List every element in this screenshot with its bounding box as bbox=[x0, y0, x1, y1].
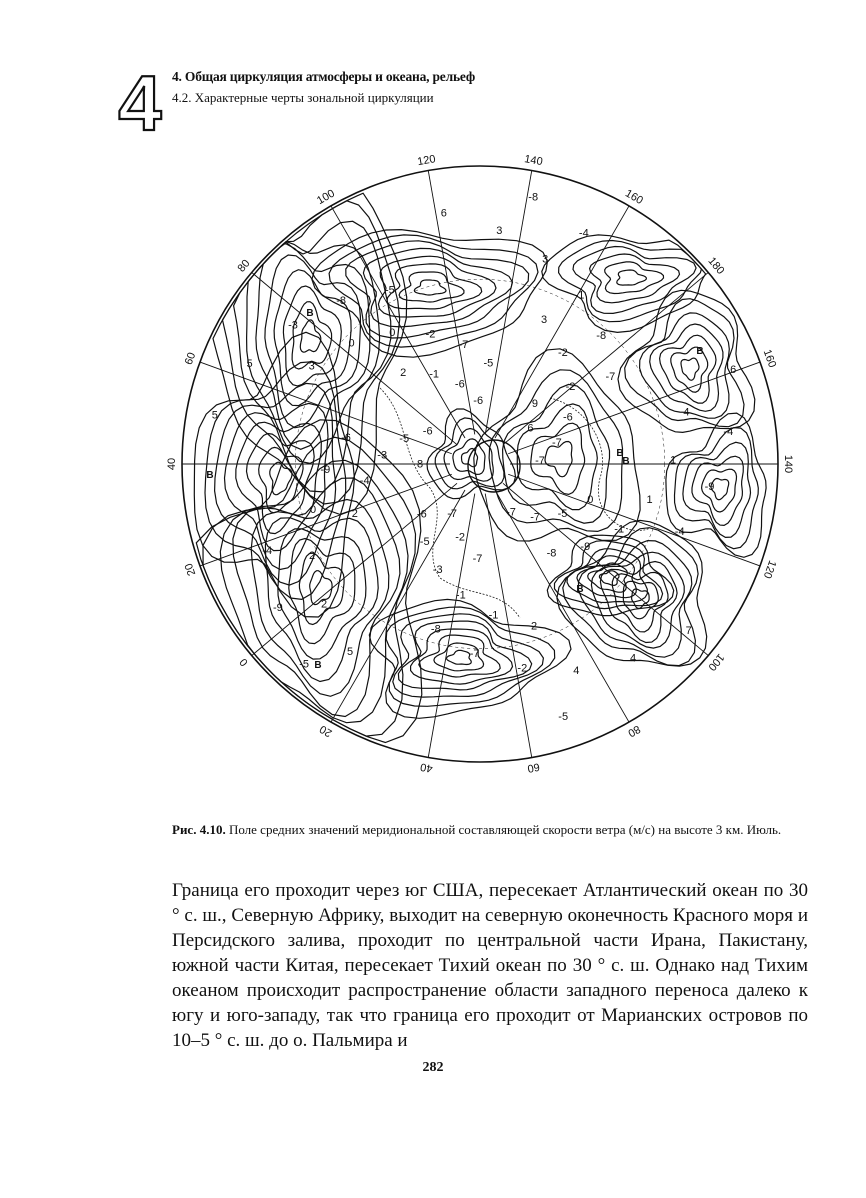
meridian-label: 60 bbox=[182, 350, 199, 367]
isoline-value-label: -7 bbox=[469, 647, 480, 660]
isoline-value-label: 1 bbox=[669, 454, 677, 467]
isoline-value-label: -7 bbox=[447, 508, 457, 521]
isoline bbox=[278, 529, 366, 659]
isoline-value-label: -2 bbox=[517, 662, 528, 675]
meridian-label: 160 bbox=[760, 347, 779, 370]
isoline-value-label: -7 bbox=[472, 553, 483, 565]
isoline-value-label: -3 bbox=[377, 449, 388, 462]
extreme-label: В bbox=[622, 456, 630, 467]
isoline-value-label: 2 bbox=[531, 620, 538, 633]
isoline-value-label: -5 bbox=[299, 658, 309, 671]
isoline-value-label: 5 bbox=[211, 409, 218, 422]
isoline-value-label: -4 bbox=[578, 227, 589, 240]
meridian-label: 40 bbox=[419, 760, 434, 775]
isoline-value-label: 3 bbox=[542, 253, 549, 266]
isoline-value-label: 2 bbox=[309, 550, 316, 563]
isoline-value-label: 6 bbox=[527, 422, 534, 435]
isoline-value-label: 2 bbox=[351, 508, 358, 521]
extreme-label: В bbox=[206, 470, 214, 481]
isoline-value-label: 1 bbox=[646, 494, 653, 507]
extreme-label: В bbox=[306, 308, 314, 319]
isoline-value-label: 6 bbox=[440, 207, 447, 220]
meridian-label: 180 bbox=[705, 255, 727, 277]
isoline-value-label: -8 bbox=[528, 191, 539, 204]
meridian-label: 160 bbox=[623, 187, 645, 208]
isoline bbox=[681, 358, 699, 380]
isoline bbox=[605, 262, 664, 294]
isoline-value-label: -2 bbox=[425, 328, 436, 341]
isoline-value-label: 0 bbox=[310, 504, 317, 517]
meridian-label: 40 bbox=[166, 457, 178, 471]
isoline bbox=[577, 556, 637, 598]
isoline bbox=[414, 280, 446, 295]
coastline bbox=[380, 388, 520, 618]
meridian-label: 100 bbox=[705, 651, 727, 673]
extreme-label: В bbox=[576, 584, 584, 595]
isoline-value-label: -5 bbox=[419, 535, 430, 548]
isoline bbox=[196, 420, 424, 743]
isoline bbox=[675, 428, 759, 549]
isoline bbox=[660, 335, 716, 403]
isoline-value-label: 0 bbox=[587, 494, 594, 507]
meridian-label: 120 bbox=[760, 558, 779, 581]
isoline-value-label: -7 bbox=[552, 437, 562, 450]
isoline-value-label: 0 bbox=[348, 337, 355, 350]
isoline-value-label: 4 bbox=[573, 665, 580, 677]
chapter-number-glyph: 4 bbox=[118, 59, 162, 147]
isoline bbox=[517, 404, 597, 510]
isoline-value-label: -4 bbox=[723, 426, 734, 439]
isoline-value-label: -1 bbox=[429, 368, 439, 381]
isoline-value-label: 5 bbox=[347, 646, 354, 658]
isoline-value-label: -5 bbox=[385, 284, 395, 297]
meridian-label: 140 bbox=[523, 153, 544, 169]
isoline-value-label: -1 bbox=[488, 609, 499, 622]
isoline-value-label: -6 bbox=[341, 431, 351, 444]
isoline-value-label: -4 bbox=[359, 475, 370, 488]
meridian-line bbox=[503, 272, 708, 444]
section-subtitle: 4.2. Характерные черты зональной циркуляции bbox=[172, 90, 434, 105]
body-paragraph: Граница его проходит через юг США, пересекает Атлантический океан по 30 ° с. ш., Северную Африку, выходит на северную оконечность Красного моря и Персидского залива, проходит по центральной части Ирана, Пакистану, южной части Китая, пересекает Тихий океан по 30 ° с. ш. Однако над Тихим океаном происходит распространение области западного переноса далеко к югу и юго-западу, так что граница его проходит от Марианских островов по 10–5 ° с. ш. до о. Пальмира и bbox=[172, 880, 808, 1051]
isoline-value-label: -1 bbox=[455, 589, 466, 602]
caption-label: Рис. 4.10. bbox=[172, 822, 226, 837]
isoline-value-label: -5 bbox=[557, 507, 568, 520]
extreme-label: В bbox=[314, 660, 322, 671]
isoline bbox=[234, 221, 391, 492]
isoline-value-label: 2 bbox=[400, 366, 407, 379]
isoline bbox=[300, 320, 321, 352]
isoline-value-label: -6 bbox=[563, 411, 573, 424]
isoline-value-label: -3 bbox=[288, 319, 298, 332]
isoline-value-label: -5 bbox=[483, 357, 494, 370]
isoline-value-label: -4 bbox=[674, 526, 685, 539]
figure-caption bbox=[172, 820, 794, 840]
isoline-value-label: -8 bbox=[336, 294, 346, 307]
isoline-value-label: -9 bbox=[320, 463, 331, 476]
isoline-value-label: -3 bbox=[432, 564, 443, 577]
meridian-label: 80 bbox=[235, 257, 253, 275]
isoline bbox=[692, 456, 743, 525]
page-number: 282 bbox=[422, 1060, 444, 1075]
meridian-line bbox=[425, 171, 475, 435]
isoline-value-label: -8 bbox=[546, 547, 557, 560]
isoline-value-label: 3 bbox=[308, 360, 315, 373]
isoline-value-label: -7 bbox=[506, 506, 516, 519]
isoline-value-label: -9 bbox=[273, 602, 283, 615]
isoline bbox=[503, 384, 610, 523]
isoline-value-label: -1 bbox=[614, 523, 625, 536]
chapter-number bbox=[118, 59, 162, 147]
polar-wind-map bbox=[166, 153, 794, 778]
isoline-value-label: -8 bbox=[430, 623, 441, 636]
isoline bbox=[617, 270, 647, 285]
meridian-label: 0 bbox=[237, 655, 251, 669]
isoline-value-label: -6 bbox=[422, 425, 433, 438]
isoline-value-label: -9 bbox=[580, 541, 591, 553]
isoline-value-label: -1 bbox=[574, 289, 585, 302]
isoline-value-label: -8 bbox=[596, 330, 607, 343]
meridian-line bbox=[485, 171, 532, 435]
isoline-value-label: -2 bbox=[455, 531, 465, 544]
isoline-value-label: -6 bbox=[416, 508, 427, 521]
isoline-value-label: -9 bbox=[704, 481, 715, 494]
isoline-value-label: 3 bbox=[541, 313, 548, 326]
isoline-value-label: 9 bbox=[531, 398, 538, 411]
isoline-value-label: 3 bbox=[496, 224, 503, 237]
isoline-value-label: 5 bbox=[246, 358, 253, 370]
isoline-value-label: -7 bbox=[530, 511, 540, 524]
isoline-value-label: -4 bbox=[262, 545, 273, 557]
isoline-value-label: -2 bbox=[558, 347, 568, 360]
isoline bbox=[447, 650, 472, 664]
isoline-value-label: -6 bbox=[454, 378, 465, 391]
meridian-label: 20 bbox=[317, 722, 335, 739]
meridian-line bbox=[331, 490, 465, 722]
meridian-label: 20 bbox=[182, 561, 199, 578]
isoline-value-label: 4 bbox=[630, 652, 637, 665]
isoline bbox=[194, 332, 354, 617]
isoline-value-label: -7 bbox=[458, 339, 469, 352]
isoline bbox=[393, 614, 544, 697]
meridian-label: 80 bbox=[625, 722, 643, 739]
meridian-label: 120 bbox=[416, 153, 437, 169]
isoline-value-label: -7 bbox=[535, 455, 545, 467]
isoline-value-label: 7 bbox=[685, 624, 692, 637]
isoline-value-label: 6 bbox=[730, 364, 737, 377]
isoline-value-label: 8 bbox=[417, 458, 424, 471]
meridian-label: 100 bbox=[315, 187, 337, 208]
meridian-line bbox=[200, 474, 452, 566]
isoline-value-label: -7 bbox=[605, 371, 616, 384]
chapter-title: 4. Общая циркуляция атмосферы и океана, рельеф bbox=[172, 69, 476, 84]
meridian-label: 60 bbox=[526, 760, 541, 775]
isoline-value-label: -2 bbox=[565, 380, 576, 393]
meridian-line bbox=[252, 272, 457, 444]
caption-text: Поле средних значений меридиональной составляющей скорости ветра (м/с) на высоте 3 км. Июль. bbox=[225, 822, 782, 837]
isoline-value-label: 4 bbox=[683, 406, 690, 419]
isoline-value-label: 0 bbox=[389, 327, 396, 340]
isoline-value-label: -5 bbox=[558, 710, 569, 723]
extreme-label: В bbox=[696, 346, 704, 357]
extreme-label: В bbox=[616, 448, 624, 459]
meridian-label: 140 bbox=[782, 454, 794, 474]
isoline-value-label: -6 bbox=[473, 395, 484, 407]
isoline-value-label: -5 bbox=[399, 432, 410, 445]
isoline-value-label: 2 bbox=[321, 598, 328, 611]
